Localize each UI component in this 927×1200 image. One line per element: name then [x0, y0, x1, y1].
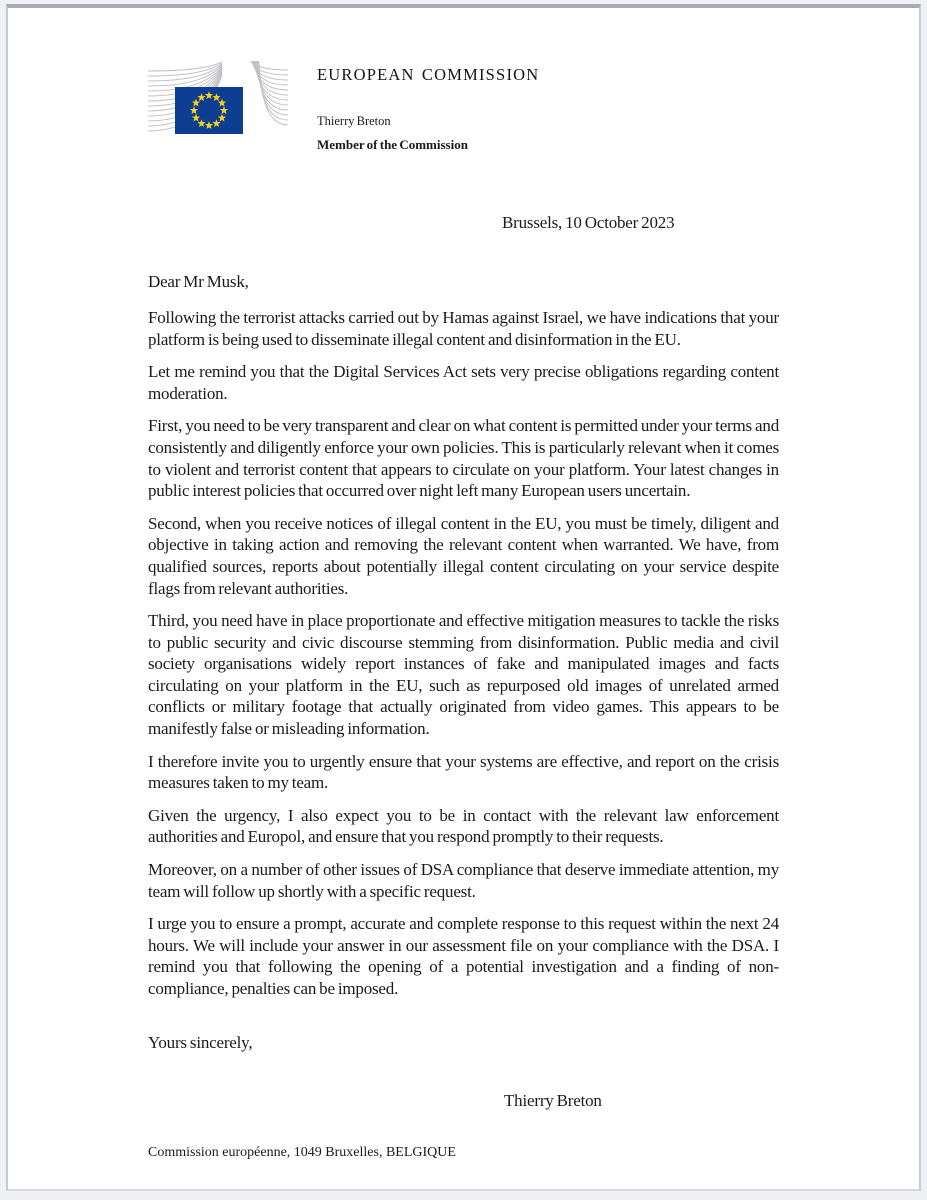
- letter-document: [8, 8, 919, 1163]
- paragraph-2: Let me remind you that the Digital Services Act sets very precise obligations regarding content moderation.: [148, 362, 779, 403]
- sender-title: Member of the Commission: [317, 137, 468, 153]
- page-frame: [6, 4, 921, 1191]
- paragraph-5: Third, you need have in place proportionate and effective mitigation measures to tackle the risks to public security and civic discourse stemming from disinformation. Public media and civil society organisations widely report instances of fake and manipulated images and facts circulating on your platform in the EU, such as repurposed old images of unrelated armed conflicts or military footage that actually originated from video games. This appears to be manifestly false or misleading information.: [148, 611, 779, 739]
- signature-name: Thierry Breton: [504, 1091, 602, 1111]
- eu-flag-icon: [175, 87, 243, 134]
- sender-name: Thierry Breton: [317, 113, 391, 128]
- footer-address: Commission européenne, 1049 Bruxelles, BELGIQUE: [148, 1144, 456, 1160]
- paragraph-7: Given the urgency, I also expect you to be in contact with the relevant law enforcement authorities and Europol, and ensure that you respond promptly to their requests.: [148, 805, 779, 847]
- paragraph-4: Second, when you receive notices of illegal content in the EU, you must be timely, diligent and objective in taking action and removing the relevant content when warranted. We have, from qualified sources, reports about potentially illegal content circulating on your service despite flags from relevant authorities.: [148, 513, 779, 598]
- salutation: Dear Mr Musk,: [148, 272, 249, 292]
- paragraph-9: I urge you to ensure a prompt, accurate and complete response to this request within the next 24 hours. We will include your answer in our assessment file on your compliance with the DSA. I remind you that following the opening of a potential investigation and a finding of non-compliance, penalties can be imposed.: [148, 914, 779, 998]
- letterhead: [148, 58, 779, 156]
- swoosh-lines-right: [251, 61, 288, 125]
- paragraph-3: First, you need to be very transparent and clear on what content is permitted under your terms and consistently and diligently enforce your own policies. This is particularly relevant when it comes to violent and terrorist content that appears to circulate on your platform. Your latest changes in public interest policies that occurred over night left many European users uncertain.: [148, 416, 779, 501]
- letterhead-text: [317, 58, 539, 156]
- paragraph-6: I therefore invite you to urgently ensure that your systems are effective, and report on the crisis measures taken to my team.: [148, 751, 779, 793]
- paragraph-8: Moreover, on a number of other issues of DSA compliance that deserve immediate attention, my team will follow up shortly with a specific request.: [148, 860, 779, 901]
- paragraph-1: Following the terrorist attacks carried out by Hamas against Israel, we have indications that your platform is being used to disseminate illegal content and disinformation in the EU.: [148, 307, 779, 349]
- letter-body: [148, 307, 779, 1000]
- closing: Yours sincerely,: [148, 1032, 253, 1052]
- dateline: Brussels, 10 October 2023: [502, 212, 675, 232]
- organization-name: EUROPEAN COMMISSION: [317, 65, 540, 84]
- european-commission-logo: [148, 58, 288, 143]
